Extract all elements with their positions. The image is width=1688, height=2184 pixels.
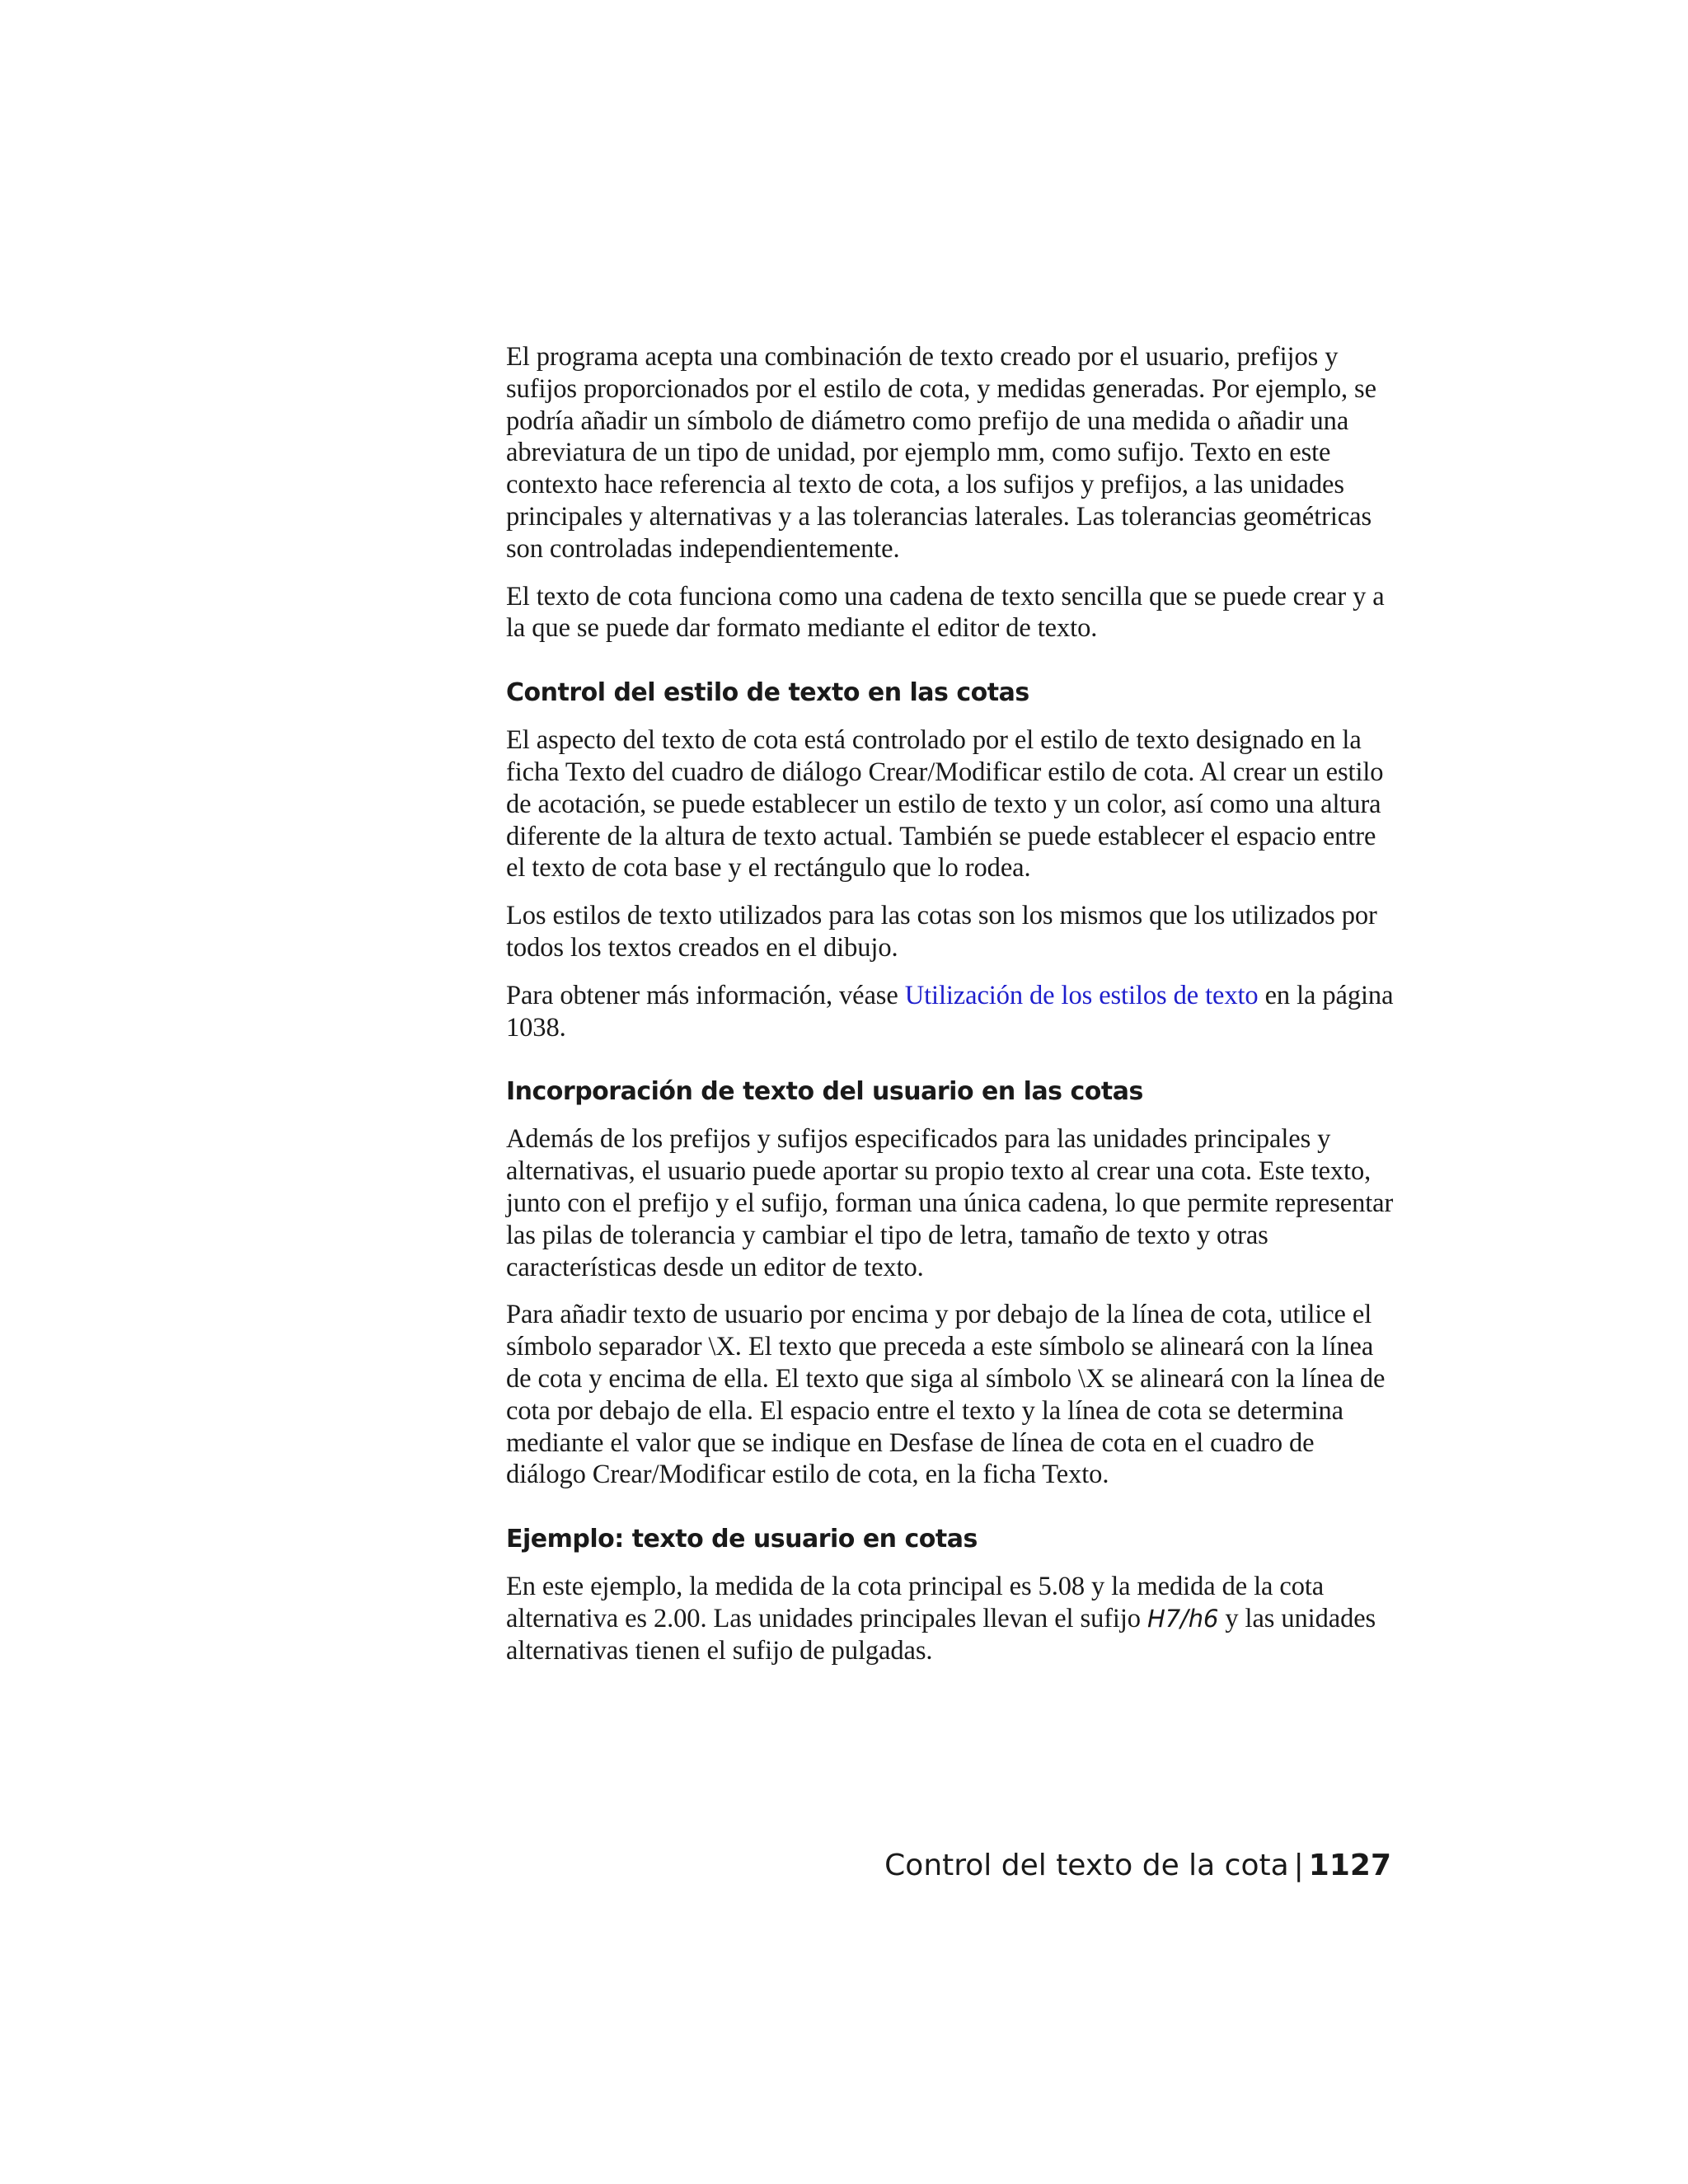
suffix-italic-text: H7/h6	[1146, 1604, 1219, 1633]
intro-paragraph-1: El programa acepta una combinación de texto creado por el usuario, prefijos y sufijos proporcionados por el estilo de cota, y medidas generadas. Por ejemplo, se podría añadir un símbolo de diámetro como prefijo de una medida o añadir una abreviatura de un tipo de unidad, por ejemplo mm, como sufijo. Texto en este contexto hace referencia al texto de cota, a los sufijos y prefijos, a las unidades principales y alternativas y a las tolerancias laterales. Las tolerancias geométricas son controladas independientemente.	[506, 342, 1376, 564]
intro-paragraph-2: El texto de cota funciona como una cadena de texto sencilla que se puede crear y a la que se puede dar formato mediante el editor de texto.	[506, 581, 1385, 644]
example-paragraph	[506, 1571, 1396, 1666]
reference-lead-text: Para obtener más información, véase	[506, 980, 905, 1010]
text-style-paragraph-3	[506, 980, 1396, 1044]
footer-separator: |	[1293, 1849, 1304, 1882]
page-footer	[884, 1848, 1391, 1884]
example-trail-text: y las unidades alternativas tienen el sufijo de pulgadas.	[506, 1603, 1376, 1666]
user-text-paragraph-2: Para añadir texto de usuario por encima y por debajo de la línea de cota, utilice el símbolo separador \X. El texto que preceda a este símbolo se alineará con la línea de cota y encima de ella. El texto que siga al símbolo \X se alineará con la línea de cota por debajo de ella. El espacio entre el texto y la línea de cota se determina mediante el valor que se indique en Desfase de línea de cota en el cuadro de diálogo Crear/Modificar estilo de cota, en la ficha Texto.	[506, 1300, 1386, 1490]
footer-section-title: Control del texto de la cota	[884, 1849, 1289, 1882]
page-body	[506, 341, 1396, 1683]
section-heading-user-text: Incorporación de texto del usuario en las cotas	[506, 1077, 1143, 1107]
example-lead-text: En este ejemplo, la medida de la cota principal es 5.08 y la medida de la cota alternativa es 2.00. Las unidades principales llevan el sufijo	[506, 1572, 1325, 1633]
text-styles-link[interactable]: Utilización de los estilos de texto	[904, 980, 1259, 1010]
section-heading-example: Ejemplo: texto de usuario en cotas	[506, 1525, 978, 1554]
text-style-paragraph-1: El aspecto del texto de cota está controlado por el estilo de texto designado en la ficha Texto del cuadro de diálogo Crear/Modificar estilo de cota. Al crear un estilo de acotación, se puede establecer un estilo de texto y un color, así como una altura diferente de la altura de texto actual. También se puede establecer el espacio entre el texto de cota base y el rectángulo que lo rodea.	[506, 725, 1384, 883]
user-text-paragraph-1: Además de los prefijos y sufijos especificados para las unidades principales y alternativas, el usuario puede aportar su propio texto al crear una cota. Este texto, junto con el prefijo y el sufijo, forman una única cadena, lo que permite representar las pilas de tolerancia y cambiar el tipo de letra, tamaño de texto y otras características desde un editor de texto.	[506, 1124, 1394, 1282]
text-style-paragraph-2: Los estilos de texto utilizados para las cotas son los mismos que los utilizados por todos los textos creados en el dibujo.	[506, 901, 1377, 963]
reference-page-text: en la página 1038.	[506, 980, 1394, 1043]
section-heading-text-style: Control del estilo de texto en las cotas	[506, 678, 1029, 708]
page-number: 1127	[1308, 1849, 1391, 1882]
